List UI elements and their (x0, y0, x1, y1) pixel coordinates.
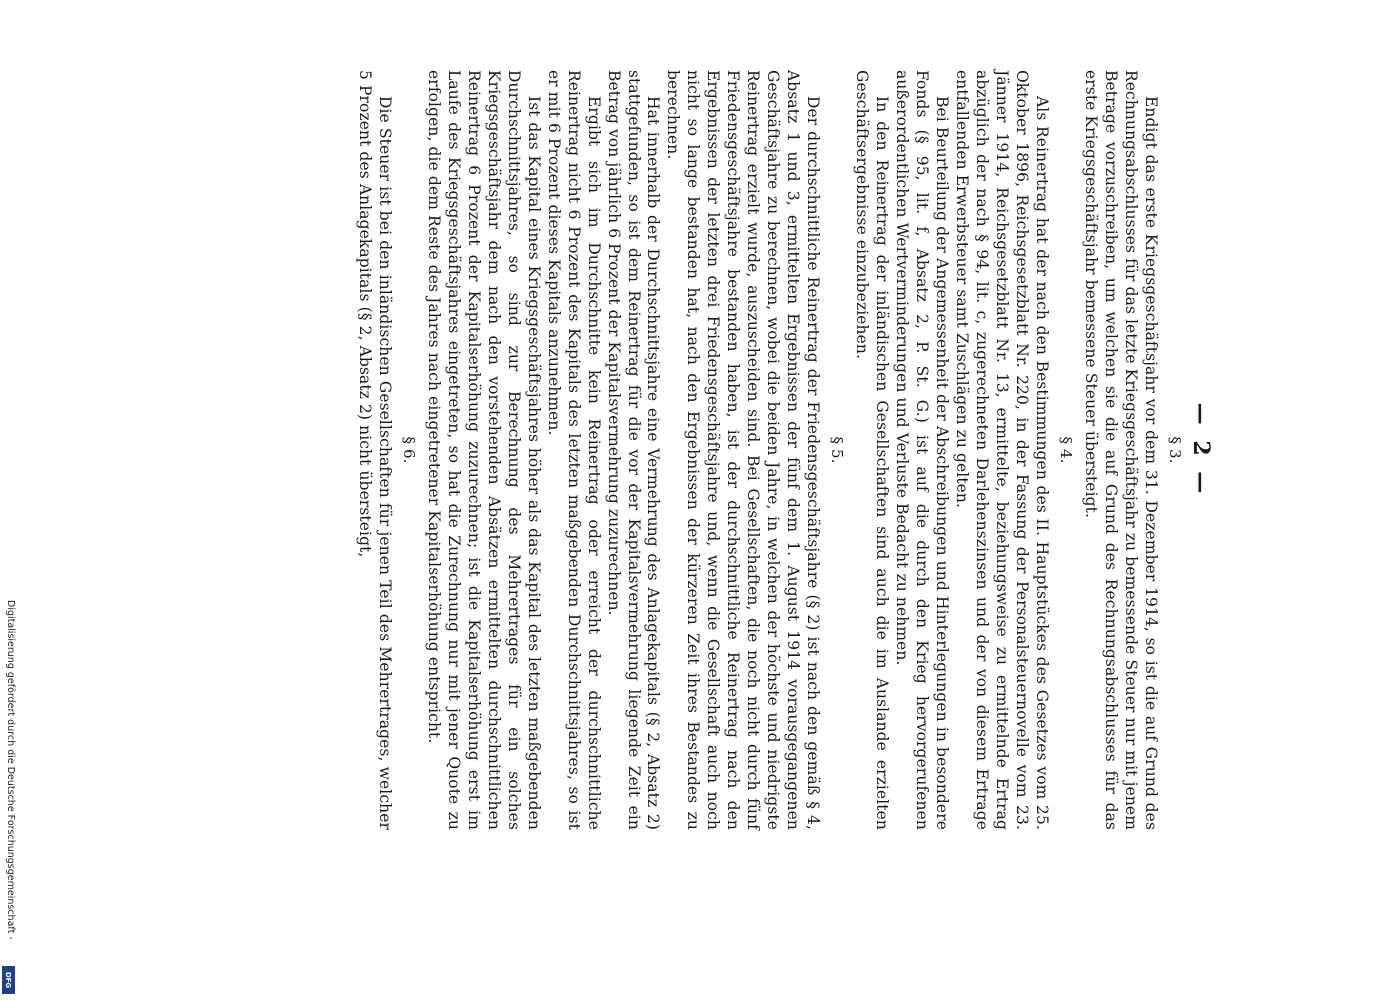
digitization-note-text: Digitalisierung gefördert durch die Deutsche Forschungsgemeinschaft - (5, 600, 16, 940)
paragraph: Bei Beurteilung der Angemessenheit der Abschreibungen und Hinterlegungen in besondere Fonds (§ 95, lit. f, Absatz 2, P. St. G.) ist auf die durch den Krieg hervorgerufenen außerordentlichen Wertverminderungen und Verluste Bedacht zu nehmen. (893, 70, 952, 830)
paragraph: Ergibt sich im Durchschnitte kein Reinertrag oder erreicht der durchschnittliche Reinertrag nicht 6 Prozent des Kapitals des letzten maßgebenden Durchschnittsjahres, so ist er mit 6 Prozent dieses Kapitals anzunehmen. (544, 70, 603, 830)
paragraph: Der durchschnittliche Reinertrag der Friedensgeschäftsjahre (§ 2) ist nach den gemäß § 4, Absatz 1 und 3, ermittelten Ergebnissen der fünf dem 1. August 1914 vorausgegangenen Geschäftsjahre zu berechnen, wobei die beiden Jahre, in welchen der höchste und niedrigste Reinertrag erzielt wurde, auszuscheiden sind. Bei Gesellschaften, die noch nicht durch fünf Friedensgeschäftsjahre bestanden haben, ist der durchschnittliche Reinertrag nach den Ergebnissen der letzten drei Friedensgeschäftsjahre und, wenn die Gesellschaft auch noch nicht so lange bestanden hat, nach den Ergebnissen der kürzeren Zeit ihres Bestandes zu berechnen. (664, 70, 822, 830)
paragraph: In den Reinertrag der inländischen Gesellschaften sind auch die im Auslande erzielten Geschäftsergebnisse einzubeziehen. (853, 70, 892, 830)
dfg-logo (2, 966, 15, 994)
paragraph: Endigt das erste Kriegsgeschäftsjahr vor dem 31. Dezember 1914, so ist die auf Grund des Rechnungsabschlusses für das letzte Kriegsgeschäftsjahr zu bemessende Steuer nur mit jenem Betrage vorzuschreiben, um welchen sie die auf Grund des Rechnungsabschlusses für das erste Kriegsgeschäftsjahr bemessene Steuer übersteigt. (1082, 70, 1161, 830)
section-5 (424, 70, 846, 830)
paragraph: Hat innerhalb der Durchschnittsjahre eine Vermehrung des Anlagekapitals (§ 2, Absatz 2) stattgefunden, so ist dem Reinertrag für die vor der Kapitalsvermehrung liegende Zeit ein Betrag von jährlich 6 Prozent der Kapitalsvermehrung zuzurechnen. (604, 70, 663, 830)
section-heading: § 6. (399, 436, 418, 464)
section-3 (1081, 70, 1185, 830)
dfg-logo-text: DFG (4, 971, 13, 989)
section-heading: § 4. (1056, 436, 1075, 464)
digitization-note (2, 600, 16, 990)
paragraph: Die Steuer ist bei den inländischen Gesellschaften für jenen Teil des Mehrertrages, welcher 5 Prozent des Anlagekapitals (§ 2, Absatz 2) nicht übersteigt, (355, 70, 394, 830)
section-6 (354, 70, 418, 830)
paragraph: Als Reinertrag hat der nach den Bestimmungen des II. Hauptstückes des Gesetzes vom 25. Oktober 1896, Reichsgesetzblatt Nr. 220, in der Fassung der Personalsteuernovelle vom 23. Jänner 1914, Reichsgesetzblatt Nr. 13, ermittelte, beziehungsweise zu ermittelnde Ertrag abzüglich der nach § 94, lit. c, zugerechneten Darlehenszinsen und der von diesem Ertrage entfallenden Erwerbsteuer samt Zuschlägen zu gelten. (953, 70, 1051, 830)
section-4 (852, 70, 1075, 830)
page-content (354, 70, 1214, 830)
page-number: — 2 — (1188, 402, 1214, 498)
section-heading: § 3. (1166, 436, 1185, 464)
paragraph: Ist das Kapital eines Kriegsgeschäftsjahres höher als das Kapital des letzten maßgebenden Durchschnittsjahres, so sind zur Berechnung des Mehrertrages für ein solches Kriegsgeschäftsjahr dem nach den vorstehenden Absätzen ermittelten durchschnittlichen Reinertrag 6 Prozent der Kapitalserhöhung zuzurechnen; ist die Kapitalserhöhung erst im Laufe des Kriegsgeschäftsjahres eingetreten, so hat die Zurechnung nur mit jener Quote zu erfolgen, die dem Reste des Jahres nach eingetretener Kapitalserhöhung entspricht. (425, 70, 543, 830)
section-heading: § 5. (827, 436, 846, 464)
